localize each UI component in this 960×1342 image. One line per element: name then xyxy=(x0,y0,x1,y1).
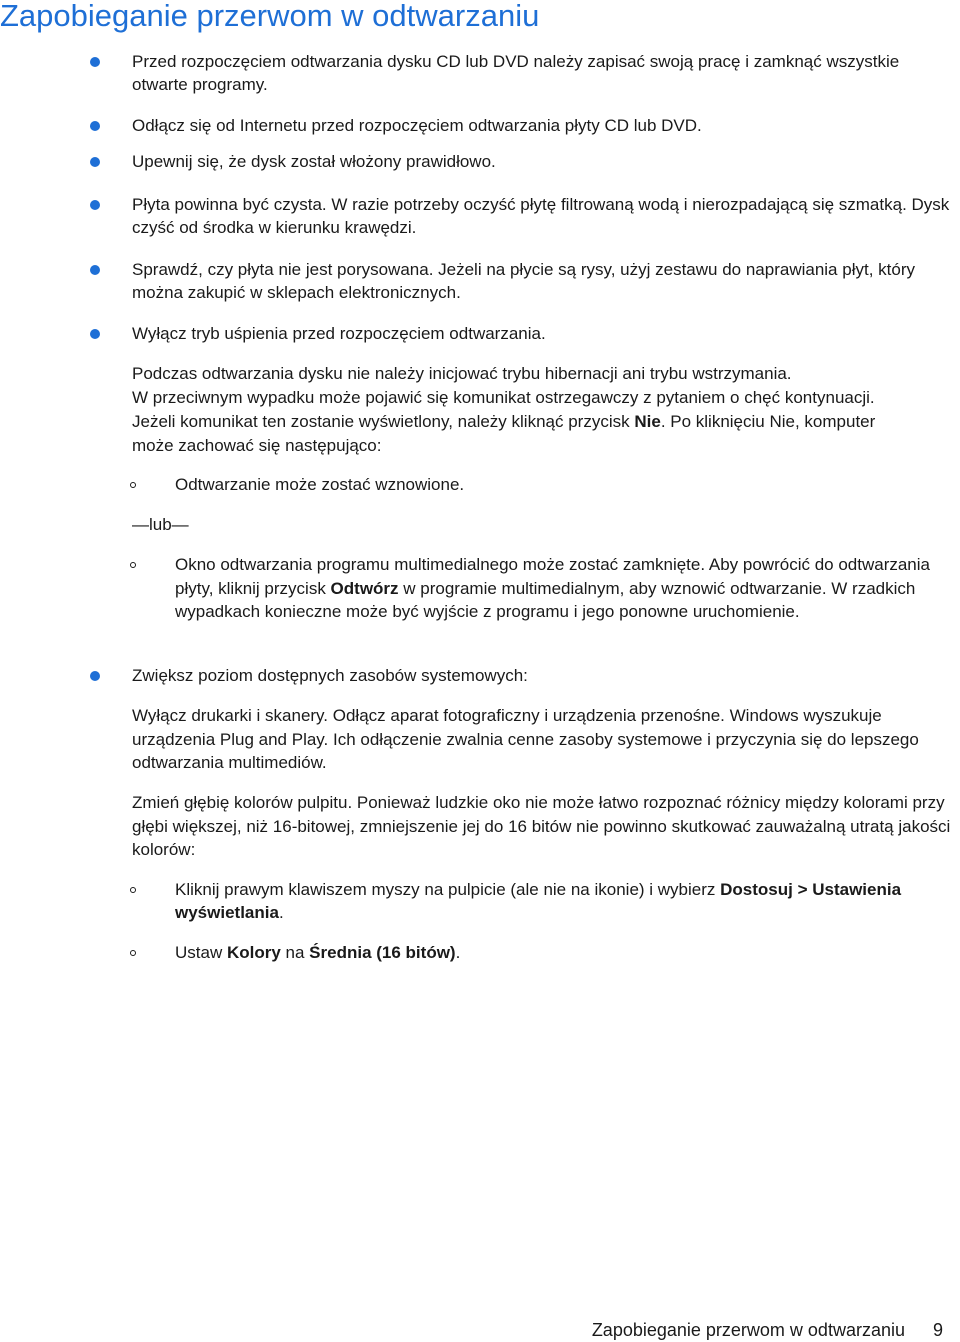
footer-label: Zapobieganie przerwom w odtwarzaniu xyxy=(591,1320,905,1340)
bullet-icon xyxy=(90,671,100,681)
paragraph: Zmień głębię kolorów pulpitu. Ponieważ ludzkie oko nie może łatwo rozpoznać różnicy między kolorami przy głębi większej, niż 16-bitowej, zmniejszenie jej do 16 bitów nie powinno skutkować zauważalną utratą jakości kolorów: xyxy=(132,793,951,859)
sub-bullet-icon xyxy=(130,887,136,893)
note-line: W przeciwnym wypadku może pojawić się komunikat ostrzegawczy z pytaniem o chęć kontynuacji. xyxy=(132,388,875,407)
menu-path: Dostosuj > Ustawienia wyświetlania xyxy=(175,880,902,922)
note-line: Jeżeli komunikat ten zostanie wyświetlony, należy kliknąć przycisk Nie. Po kliknięciu Nie, komputer xyxy=(132,412,876,431)
page-title: Zapobieganie przerwom w odtwarzaniu xyxy=(0,0,540,33)
sub-bullet-icon xyxy=(130,482,136,488)
note-line: Podczas odtwarzania dysku nie należy inicjować trybu hibernacji ani trybu wstrzymania. xyxy=(132,364,792,383)
list-item: Wyłącz tryb uśpienia przed rozpoczęciem odtwarzania. xyxy=(132,324,546,343)
note-line: może zachować się następująco: xyxy=(132,436,382,455)
bullet-icon xyxy=(90,329,100,339)
bullet-icon xyxy=(90,121,100,131)
or-separator: —lub— xyxy=(132,515,189,534)
button-name-play: Odtwórz xyxy=(330,578,399,598)
list-item: Płyta powinna być czysta. W razie potrzeby oczyść płytę filtrowaną wodą i nierozpadającą się szmatką. Dysk czyść od środka w kierunku krawędzi. xyxy=(132,195,950,237)
sub-bullet-icon xyxy=(130,562,136,568)
list-item: Sprawdź, czy płyta nie jest porysowana. Jeżeli na płycie są rysy, użyj zestawu do naprawiania płyt, który można zakupić w sklepach elektronicznych. xyxy=(132,260,915,302)
sub-list-item: Odtwarzanie może zostać wznowione. xyxy=(175,475,465,494)
setting-value: Średnia (16 bitów) xyxy=(309,943,456,962)
setting-name: Kolory xyxy=(226,943,281,962)
page-number: 9 xyxy=(932,1320,943,1340)
sub-list-item: Ustaw Kolory na Średnia (16 bitów). xyxy=(175,943,461,962)
sub-list-item: Kliknij prawym klawiszem myszy na pulpicie (ale nie na ikonie) i wybierz Dostosuj > Ustawienia wyświetlania. xyxy=(175,880,902,922)
list-item: Odłącz się od Internetu przed rozpoczęciem odtwarzania płyty CD lub DVD. xyxy=(132,116,702,135)
button-name-no: Nie xyxy=(634,412,661,431)
bullet-icon xyxy=(90,57,100,67)
sub-list-item: Okno odtwarzania programu multimedialnego może zostać zamknięte. Aby powrócić do odtwarzania płyty, kliknij przycisk Odtwórz w programie multimedialnym, aby wznowić odtwarzanie. W rzadkich wypadkach konieczne może być wyjście z programu i jego ponowne uruchomienie. xyxy=(175,555,930,621)
list-item: Upewnij się, że dysk został włożony prawidłowo. xyxy=(132,152,496,171)
bullet-icon xyxy=(90,265,100,275)
list-item: Zwiększ poziom dostępnych zasobów systemowych: xyxy=(132,666,528,685)
bullet-icon xyxy=(90,157,100,167)
bullet-icon xyxy=(90,200,100,210)
list-item: Przed rozpoczęciem odtwarzania dysku CD lub DVD należy zapisać swoją pracę i zamknąć wszystkie otwarte programy. xyxy=(132,52,900,94)
paragraph: Wyłącz drukarki i skanery. Odłącz aparat fotograficzny i urządzenia przenośne. Windows wyszukuje urządzenia Plug and Play. Ich odłączenie zwalnia cenne zasoby systemowe i przyczynia się do lepszego odtwarzania multimediów. xyxy=(132,706,919,772)
page-footer xyxy=(592,1319,943,1341)
sub-bullet-icon xyxy=(130,950,136,956)
hibernation-note xyxy=(132,362,958,458)
